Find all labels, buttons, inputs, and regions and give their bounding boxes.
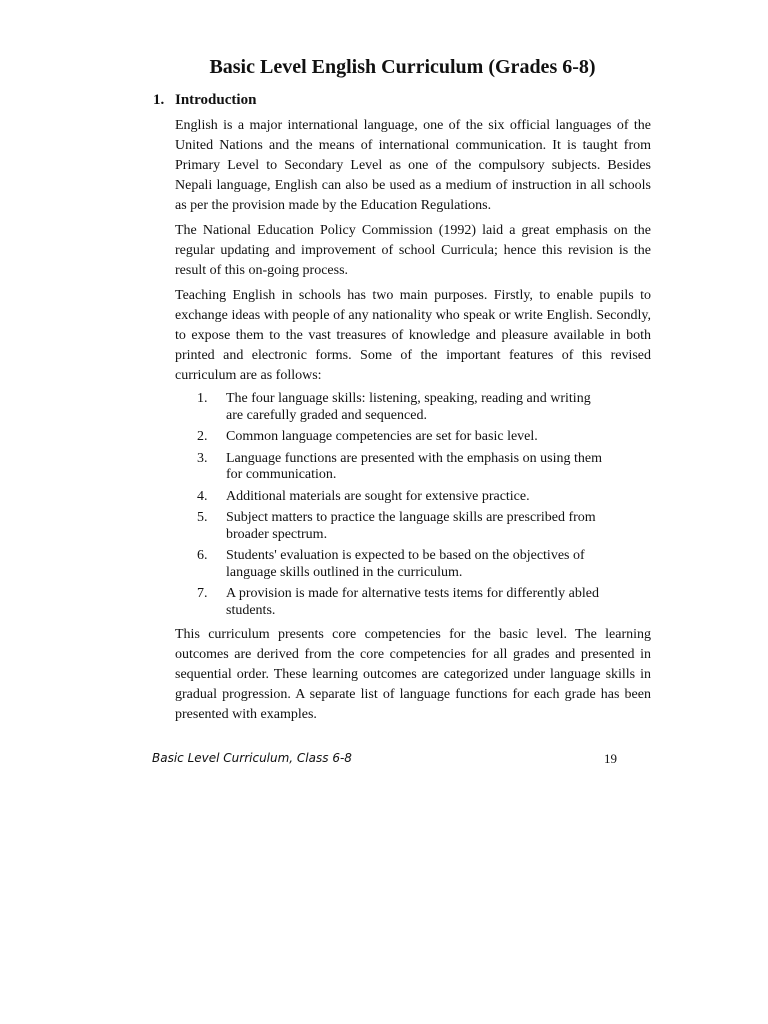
list-item-number: 7.	[197, 586, 208, 601]
paragraph-english-importance: English is a major international language, one of the six official languages of the United Nations and the means of international communication. It is taught from Primary Level to Secondary Level as one of the compulsory subjects. Besides Nepali language, English can also be used as a medium of instruction in all schools as per the provision made by the Education Regulations.	[175, 118, 651, 213]
footer-running-title: Basic Level Curriculum, Class 6-8	[152, 751, 352, 765]
list-item-text: A provision is made for alternative tests items for differently abled students.	[226, 586, 599, 618]
list-item-text: Additional materials are sought for extensive practice.	[226, 488, 530, 504]
list-item	[175, 489, 651, 506]
list-item-number: 3.	[197, 450, 208, 466]
page-number: 19	[604, 751, 617, 766]
list-item-number: 2.	[197, 429, 208, 444]
paragraph-teaching-purposes: Teaching English in schools has two main purposes. Firstly, to enable pupils to exchange ideas with people of any nationality who speak or write English. Secondly, to expose them to the vast treasures of knowledge and pleasure available in both printed and electronic forms. Some of the important features of this revised curriculum are as follows:	[175, 288, 651, 383]
section-heading	[153, 90, 256, 110]
features-list	[175, 391, 651, 619]
list-item	[175, 391, 651, 424]
list-item-text: Common language competencies are set for basic level.	[226, 429, 538, 444]
list-item	[175, 548, 651, 581]
list-item-text: Students' evaluation is expected to be based on the objectives of language skills outlined in the curriculum.	[226, 548, 585, 580]
list-item	[175, 586, 651, 619]
list-item	[175, 510, 651, 543]
list-item	[175, 451, 651, 484]
list-item-number: 1.	[197, 391, 208, 406]
list-item-text: The four language skills: listening, speaking, reading and writing are carefully graded and sequenced.	[226, 391, 591, 423]
list-item-text: Subject matters to practice the language skills are prescribed from broader spectrum.	[226, 510, 596, 542]
list-item-number: 5.	[197, 510, 208, 525]
list-item-number: 6.	[197, 548, 208, 563]
list-item	[175, 429, 651, 446]
paragraph-core-competencies: This curriculum presents core competencies for the basic level. The learning outcomes are derived from the core competencies for all grades and presented in sequential order. These learning outcomes are categorized under language skills in gradual progression. A separate list of language functions for each grade has been presented with examples.	[175, 627, 651, 722]
paragraph-policy-commission: The National Education Policy Commission (1992) laid a great emphasis on the regular updating and improvement of school Curricula; hence this revision is the result of this on-going process.	[175, 223, 651, 278]
section-title: Introduction	[175, 92, 257, 108]
list-item-text: Language functions are presented with the emphasis on using them for communication.	[226, 450, 602, 482]
document-title: Basic Level English Curriculum (Grades 6-8)	[209, 56, 596, 78]
section-body	[175, 116, 651, 730]
list-item-number: 4.	[197, 488, 208, 504]
section-number: 1.	[153, 92, 165, 108]
